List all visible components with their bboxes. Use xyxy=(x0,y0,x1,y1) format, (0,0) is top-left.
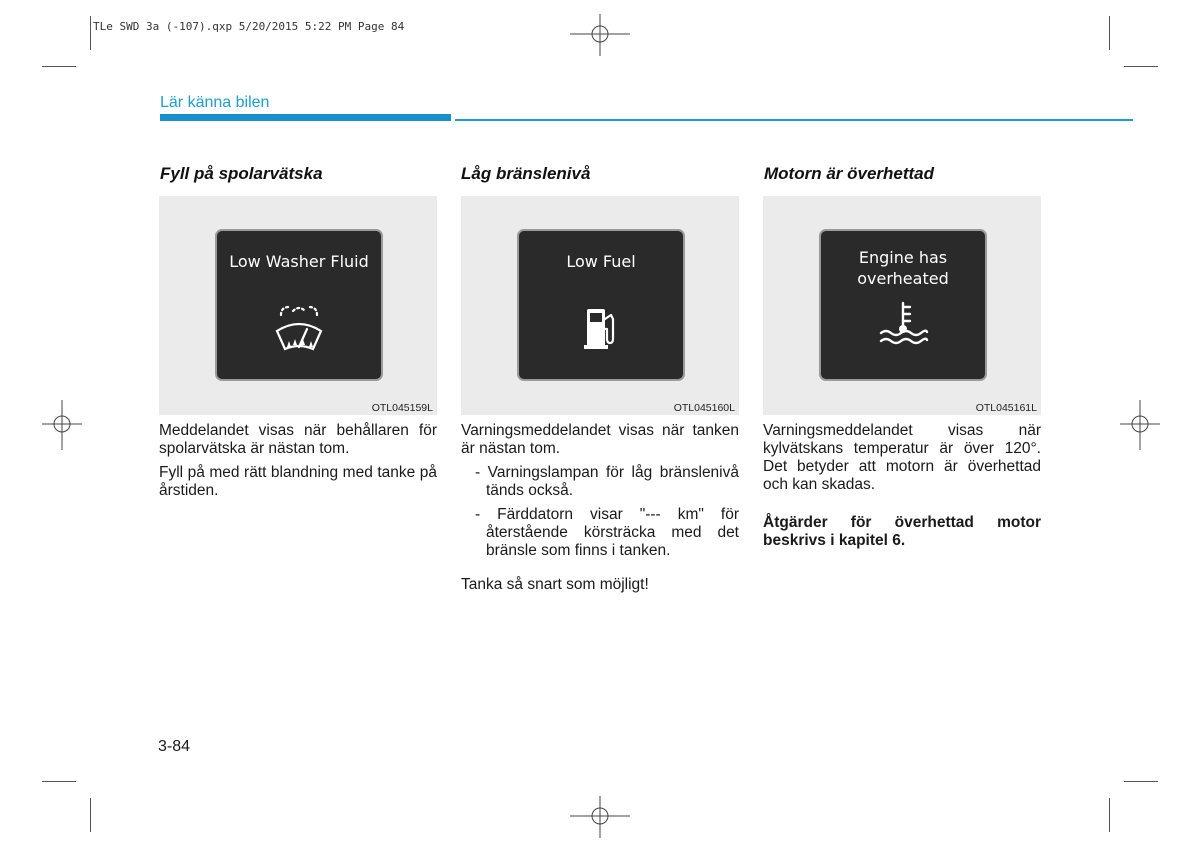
panel-text xyxy=(821,247,985,289)
panel-text-line: overheated xyxy=(857,269,949,288)
body-washer-fluid xyxy=(159,422,437,506)
section-title: Lär känna bilen xyxy=(160,94,270,111)
section-bar xyxy=(160,114,451,121)
registration-mark-top xyxy=(570,10,630,58)
panel-text-line: Engine has xyxy=(858,248,948,267)
heading-washer-fluid: Fyll på spolarvätska xyxy=(160,164,323,183)
heading-low-fuel: Låg bränslenivå xyxy=(461,164,591,183)
heading-engine-overheated: Motorn är överhettad xyxy=(764,164,935,183)
display-panel xyxy=(215,229,383,381)
body-engine-overheated xyxy=(763,422,1041,556)
paragraph: Fyll på med rätt blandning med tanke på årstiden. xyxy=(159,464,437,499)
engine-temperature-icon xyxy=(877,299,929,347)
figure-code: OTL045159L xyxy=(371,402,433,414)
registration-mark-left xyxy=(40,396,84,452)
list-item: - Varningslampan för låg bränslenivå tänds också. xyxy=(475,464,739,499)
panel-text: Low Washer Fluid xyxy=(229,252,369,271)
fuel-pump-icon xyxy=(581,305,621,351)
registration-mark-bottom xyxy=(570,792,630,840)
print-slug: TLe SWD 3a (-107).qxp 5/20/2015 5:22 PM Page 84 xyxy=(93,20,405,33)
body-low-fuel xyxy=(461,422,739,600)
display-panel xyxy=(819,229,987,381)
figure-low-fuel xyxy=(461,196,739,415)
paragraph: Varningsmeddelandet visas när tanken är nästan tom. xyxy=(461,422,739,457)
figure-code: OTL045160L xyxy=(673,402,735,414)
figure-washer-fluid xyxy=(159,196,437,415)
paragraph: Varningsmeddelandet visas när kylvätskans temperatur är över 120°. Det betyder att motorn är överhettad och kan skadas. xyxy=(763,422,1041,493)
paragraph: Meddelandet visas när behållaren för spolarvätska är nästan tom. xyxy=(159,422,437,457)
paragraph: Tanka så snart som möjligt! xyxy=(461,576,649,593)
list-item: - Färddatorn visar "--- km" för återstående körsträcka med det bränsle som finns i tanken. xyxy=(475,506,739,559)
bold-note: Åtgärder för överhettad motor beskrivs i kapitel 6. xyxy=(763,514,1041,549)
display-panel xyxy=(517,229,685,381)
page-number: 3-84 xyxy=(158,738,191,755)
section-rule xyxy=(455,119,1133,121)
figure-engine-overheated xyxy=(763,196,1041,415)
panel-text: Low Fuel xyxy=(566,252,636,271)
registration-mark-right xyxy=(1118,396,1162,452)
figure-code: OTL045161L xyxy=(975,402,1037,414)
washer-fluid-icon xyxy=(271,303,327,355)
